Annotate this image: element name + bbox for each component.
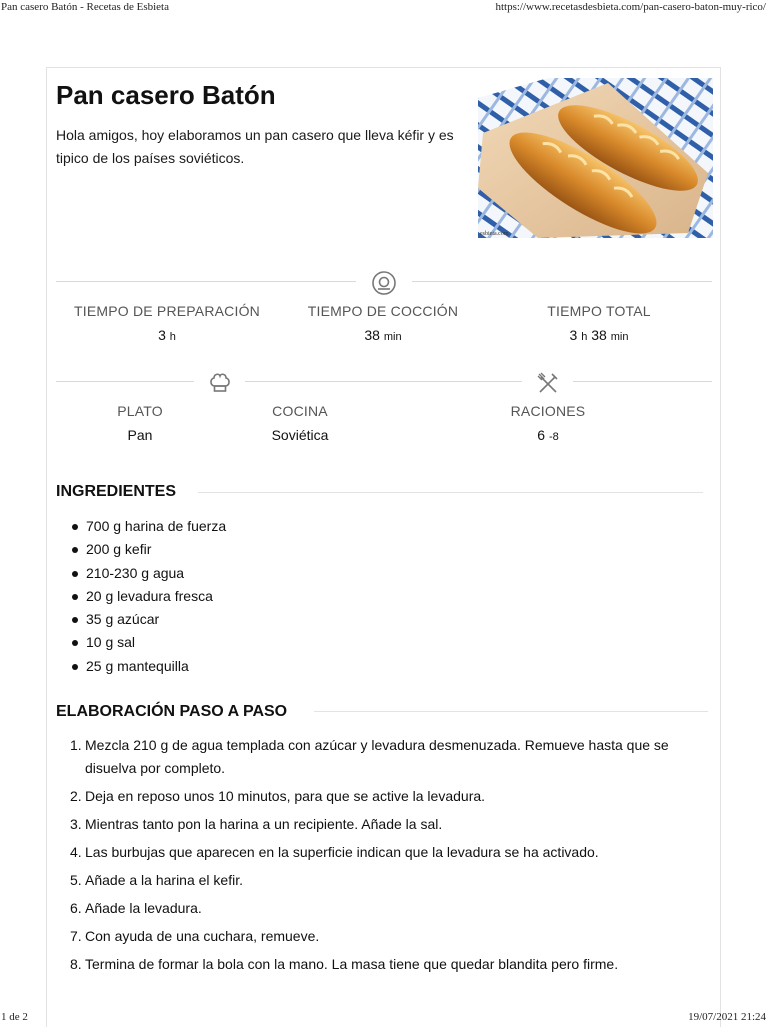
ingredient-list	[56, 515, 226, 678]
recipe-title: Pan casero Batón	[56, 80, 276, 110]
ingredient-item: 35 g azúcar	[56, 608, 226, 631]
ingredient-item: 10 g sal	[56, 631, 226, 654]
divider-line	[412, 281, 712, 282]
ingredient-item: 700 g harina de fuerza	[56, 515, 226, 538]
cook-time-value: 38 min	[364, 327, 402, 343]
cuisine-label: COCINA	[272, 403, 328, 419]
ingredient-item: 20 g levadura fresca	[56, 585, 226, 608]
instruction-step: 1. Mezcla 210 g de agua templada con azúcar y levadura desmenuzada. Remueve hasta que se disuelva por completo.	[70, 737, 669, 776]
utensils-icon	[533, 368, 563, 398]
total-time-label: TIEMPO TOTAL	[547, 303, 651, 319]
cuisine-value: Soviética	[271, 427, 329, 443]
print-header	[0, 1, 768, 15]
cook-time-label: TIEMPO DE COCCIÓN	[307, 303, 459, 319]
instructions-heading: ELABORACIÓN PASO A PASO	[56, 703, 288, 720]
timer-icon	[369, 268, 399, 298]
print-datetime: 19/07/2021 21:24	[688, 1011, 766, 1023]
divider-line	[573, 381, 712, 382]
print-page-url: https://www.recetasdesbieta.com/pan-casero-baton-muy-rico/	[495, 1, 766, 13]
instruction-step: 4. Las burbujas que aparecen en la superficie indican que la levadura se ha activado.	[70, 844, 599, 860]
instruction-step: 7. Con ayuda de una cuchara, remueve.	[70, 928, 320, 944]
recipe-intro: Hola amigos, hoy elaboramos un pan casero que lleva kéfir y es tipico de los países soviéticos.	[56, 127, 454, 166]
photo-watermark: esbieta.com	[480, 231, 509, 237]
servings-value: 6 -8	[537, 427, 559, 443]
instruction-step: 3. Mientras tanto pon la harina a un recipiente. Añade la sal.	[70, 816, 443, 832]
divider-line	[56, 281, 356, 282]
recipe-photo	[478, 78, 713, 238]
page-counter: 1 de 2	[1, 1011, 28, 1023]
servings-label: RACIONES	[510, 403, 586, 419]
chef-hat-icon	[205, 368, 235, 398]
instruction-step: 8. Termina de formar la bola con la mano. La masa tiene que quedar blandita pero firme.	[70, 956, 619, 972]
divider-line	[56, 381, 194, 382]
ingredient-item: 25 g mantequilla	[56, 655, 226, 678]
ingredient-item: 210-230 g agua	[56, 562, 226, 585]
print-page-title: Pan casero Batón - Recetas de Esbieta	[1, 1, 169, 13]
prep-time-value: 3 h	[158, 327, 176, 343]
course-label: PLATO	[117, 403, 163, 419]
ingredients-heading: INGREDIENTES	[56, 483, 177, 500]
divider-line	[314, 711, 708, 712]
divider-line	[245, 381, 522, 382]
ingredient-item: 200 g kefir	[56, 538, 226, 561]
total-time-value: 3 h 38 min	[569, 327, 629, 343]
instruction-step: 6. Añade la levadura.	[70, 900, 202, 916]
prep-time-label: TIEMPO DE PREPARACIÓN	[74, 303, 260, 319]
instruction-step: 2. Deja en reposo unos 10 minutos, para que se active la levadura.	[70, 788, 486, 804]
instruction-step: 5. Añade a la harina el kefir.	[70, 872, 243, 888]
print-footer	[0, 1011, 768, 1025]
instruction-steps	[56, 734, 712, 981]
divider-line	[198, 492, 703, 493]
course-value: Pan	[127, 427, 153, 443]
